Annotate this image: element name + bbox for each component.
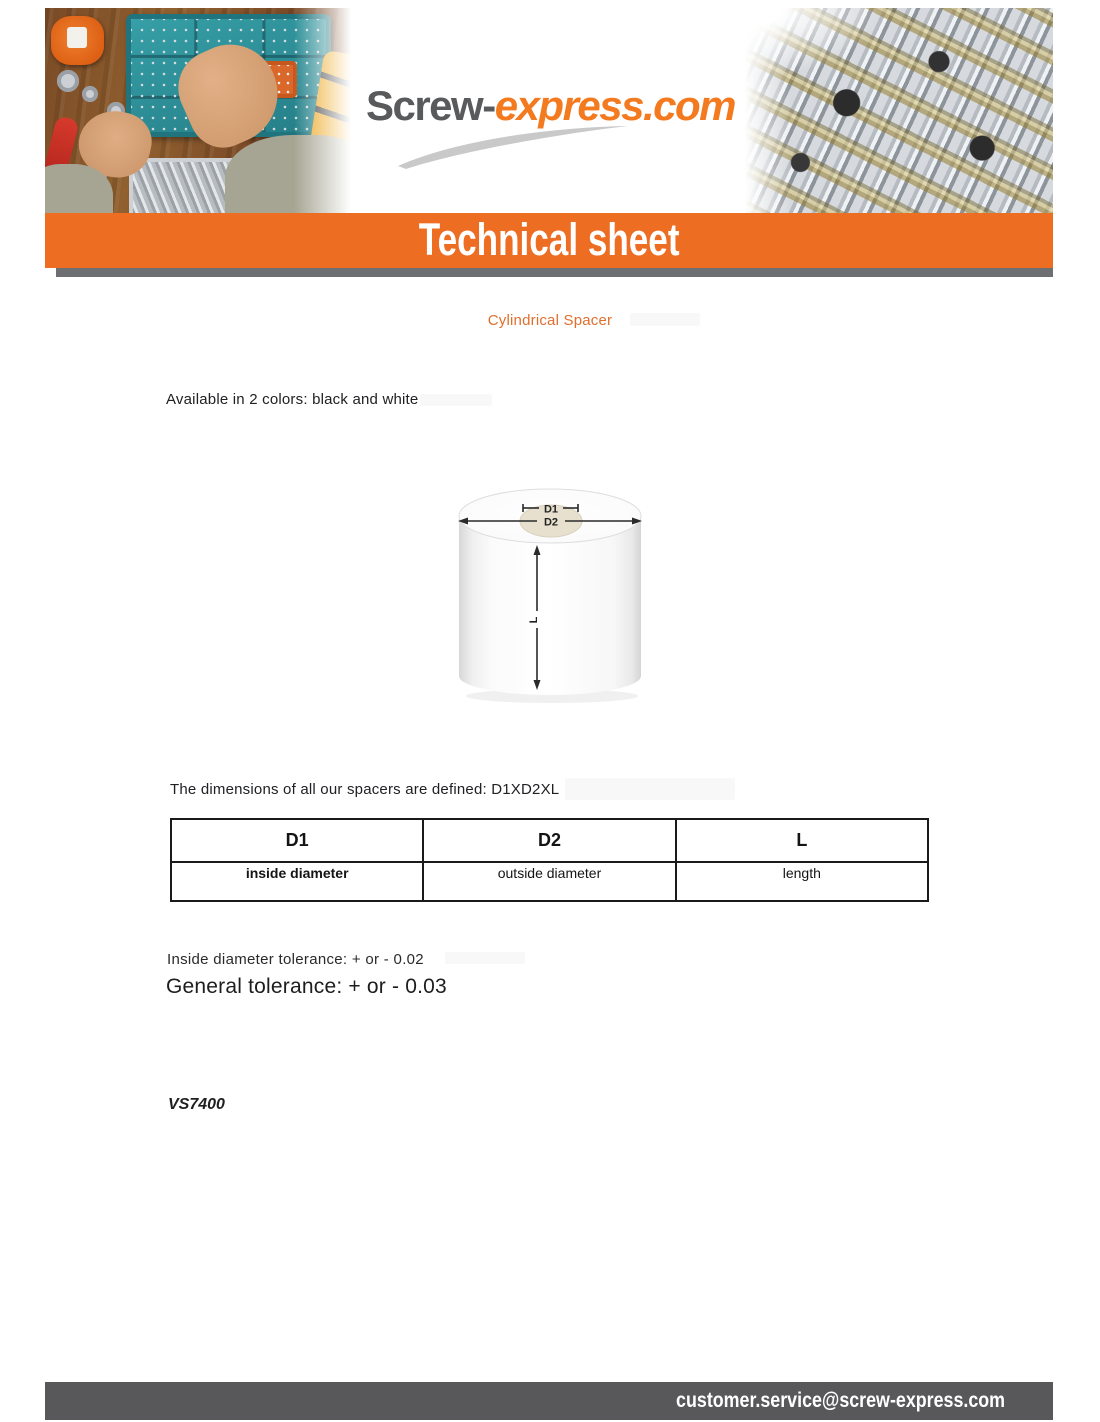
- banner-shadow-strip: [56, 268, 1053, 277]
- general-tolerance: General tolerance: + or - 0.03: [166, 975, 447, 998]
- d1-label: D1: [543, 503, 559, 516]
- l-label: L: [528, 616, 540, 624]
- photo-fade: [294, 8, 356, 213]
- photo-fade: [745, 8, 1053, 214]
- header-d1: D1: [171, 819, 423, 862]
- erased-text-artifact: [630, 313, 700, 326]
- logo-swoosh: [392, 122, 632, 170]
- product-reference: VS7400: [168, 1096, 225, 1113]
- cell-length: length: [676, 862, 928, 901]
- screws-pile-photo: [745, 8, 1053, 214]
- title-banner: [45, 213, 1053, 268]
- colors-note: Available in 2 colors: black and white: [166, 391, 419, 408]
- table-header-row: [171, 819, 928, 862]
- header-l: L: [676, 819, 928, 862]
- tape-measure: [51, 16, 104, 65]
- erased-text-artifact: [445, 952, 525, 964]
- dimensions-table: [170, 818, 929, 902]
- logo-part-express: express.com: [494, 82, 736, 129]
- erased-text-artifact: [420, 394, 492, 406]
- dimensions-note: The dimensions of all our spacers are defined: D1XD2XL: [170, 781, 560, 798]
- product-name: Cylindrical Spacer: [487, 312, 613, 329]
- d2-label: D2: [543, 516, 559, 529]
- table-row: [171, 862, 928, 901]
- inside-diameter-tolerance: Inside diameter tolerance: + or - 0.02: [167, 951, 424, 968]
- header-d2: D2: [423, 819, 675, 862]
- logo-part-screw: Screw-: [365, 82, 495, 129]
- page-title: Technical sheet: [418, 214, 680, 265]
- footer-bar: [45, 1382, 1053, 1420]
- customer-service-email[interactable]: customer.service@screw-express.com: [676, 1389, 1005, 1412]
- workbench-photo: [45, 8, 356, 213]
- logo: [356, 8, 745, 213]
- cell-outside-diameter: outside diameter: [423, 862, 675, 901]
- spacer-diagram: [440, 480, 660, 720]
- cell-inside-diameter: inside diameter: [171, 862, 423, 901]
- erased-text-artifact: [565, 778, 735, 800]
- washer: [57, 70, 79, 92]
